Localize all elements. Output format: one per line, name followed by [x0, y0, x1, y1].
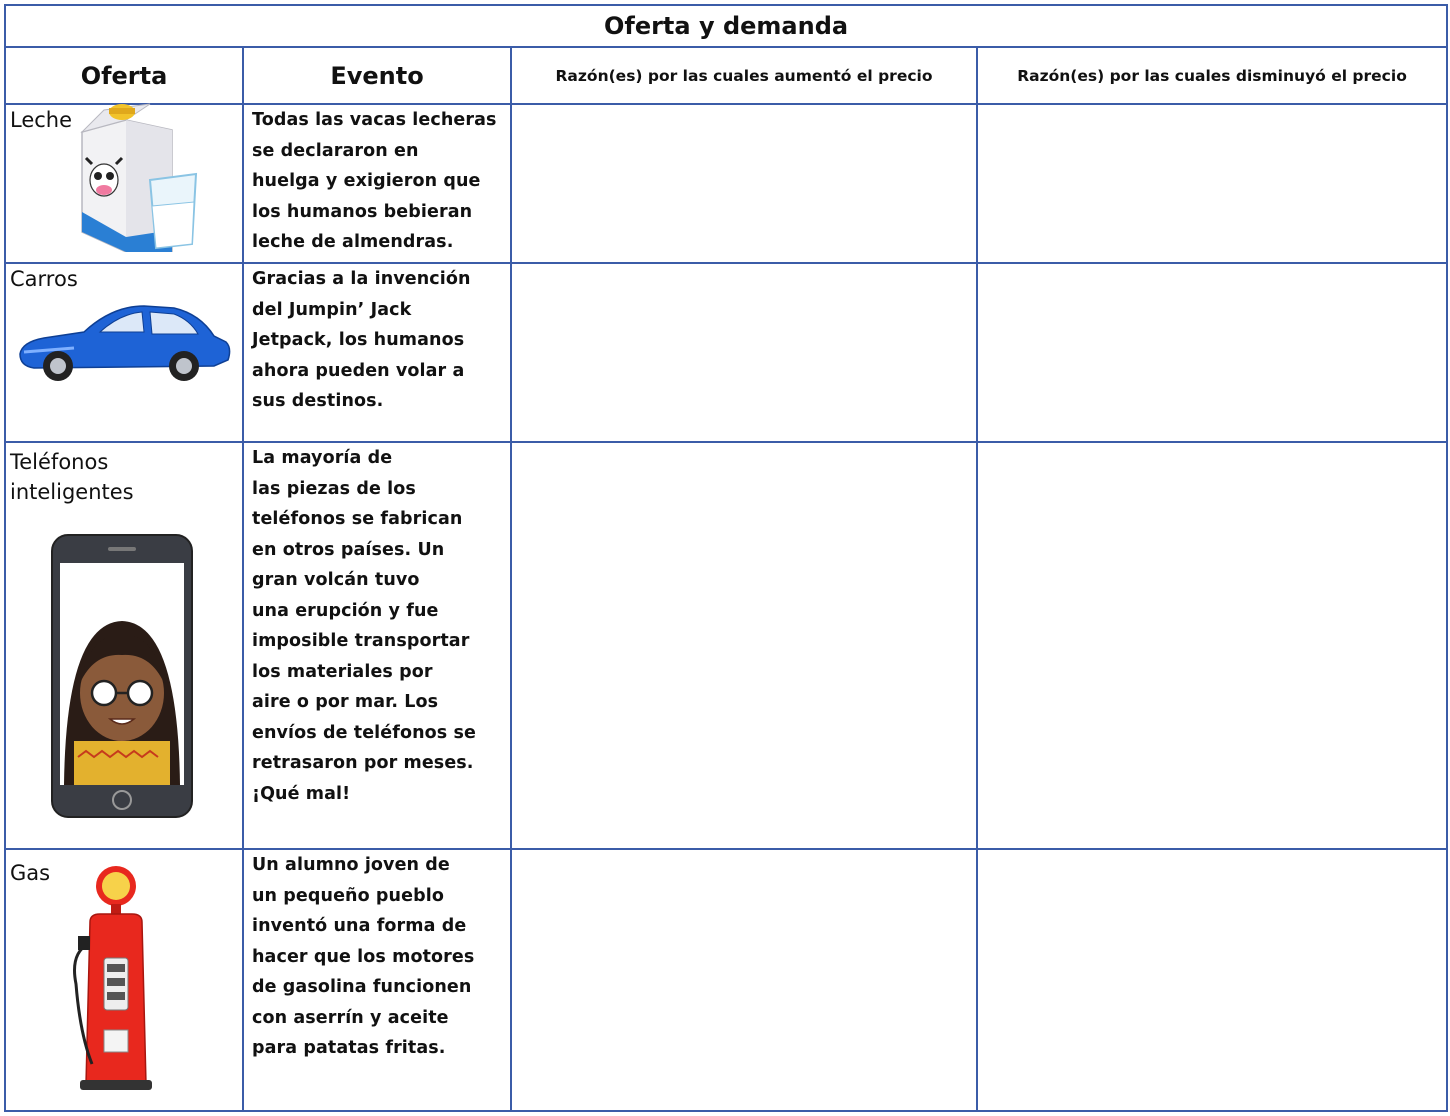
evento-cell: Gracias a la invención del Jumpin’ Jack Jetpack, los humanos ahora pueden volar a sus destinos. [243, 263, 511, 442]
aumento-cell[interactable] [511, 263, 977, 442]
disminucion-cell[interactable] [977, 849, 1447, 1111]
evento-cell: Un alumno joven de un pequeño pueblo inventó una forma de hacer que los motores de gasolina funcionen con aserrín y aceite para patatas fritas. [243, 849, 511, 1111]
oferta-cell [5, 263, 243, 442]
header-evento: Evento [243, 47, 511, 104]
table-row [5, 104, 1447, 263]
item-label: inteligentes [10, 480, 134, 504]
table-title: Oferta y demanda [5, 5, 1447, 47]
disminucion-cell[interactable] [977, 104, 1447, 263]
oferta-cell [5, 442, 243, 849]
table-row [5, 263, 1447, 442]
disminucion-cell[interactable] [977, 442, 1447, 849]
car-icon [14, 296, 236, 386]
header-disminucion: Razón(es) por las cuales disminuyó el precio [977, 47, 1447, 104]
item-label: Carros [10, 267, 78, 291]
aumento-cell[interactable] [511, 442, 977, 849]
header-oferta: Oferta [5, 47, 243, 104]
header-aumento: Razón(es) por las cuales aumentó el precio [511, 47, 977, 104]
oferta-cell [5, 104, 243, 263]
supply-demand-table [4, 4, 1448, 1112]
disminucion-cell[interactable] [977, 263, 1447, 442]
table-row [5, 849, 1447, 1111]
item-label: Teléfonos [10, 450, 109, 474]
aumento-cell[interactable] [511, 849, 977, 1111]
table-row [5, 442, 1447, 849]
evento-cell: La mayoría de las piezas de los teléfonos se fabrican en otros países. Un gran volcán tuvo una erupción y fue imposible transportar los materiales por aire o por mar. Los envíos de teléfonos se retrasaron por meses. ¡Qué mal! [243, 442, 511, 849]
item-label: Leche [10, 108, 73, 132]
aumento-cell[interactable] [511, 104, 977, 263]
evento-cell: Todas las vacas lecheras se declararon en huelga y exigieron que los humanos bebieran leche de almendras. [243, 104, 511, 263]
oferta-cell [5, 849, 243, 1111]
gas-pump-icon [66, 864, 166, 1094]
milk-carton-icon [64, 102, 214, 252]
smartphone-icon [50, 533, 194, 819]
item-label: Gas [10, 861, 51, 885]
